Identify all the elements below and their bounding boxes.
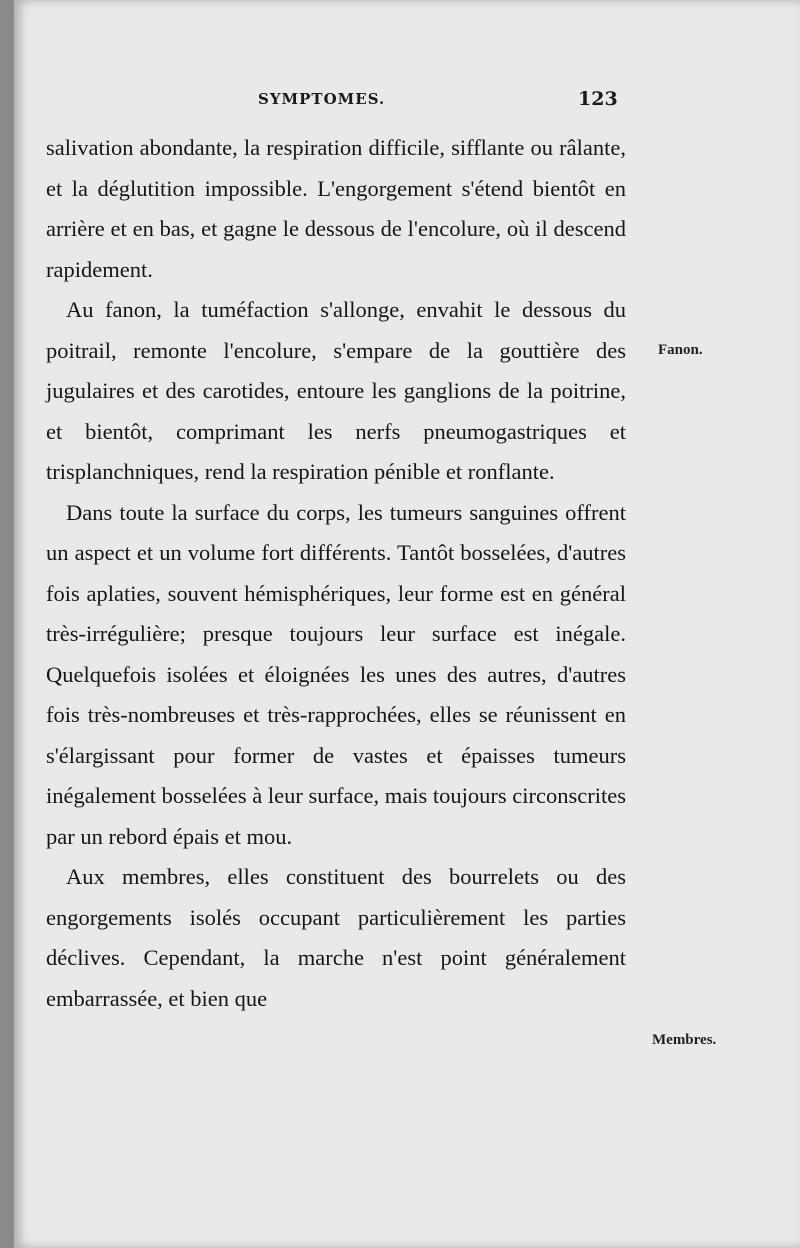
book-page: [14, 0, 800, 1248]
margin-note-membres: Membres.: [652, 1032, 717, 1048]
page-number: 123: [578, 88, 618, 110]
body-text: [46, 128, 626, 1019]
paragraph-continuation: salivation abondante, la respiration difficile, sifflante ou râlante, et la déglutition impossible. L'engorgement s'étend bientôt en arrière et en bas, et gagne le dessous de l'encolure, où il descend rapidement.: [46, 135, 626, 282]
paragraph-membres: Aux membres, elles constituent des bourrelets ou des engorgements isolés occupant particulièrement les parties déclives. Cependant, la marche n'est point généralement embarrassée, et bien que: [46, 864, 626, 1011]
paragraph-surface: Dans toute la surface du corps, les tumeurs sanguines offrent un aspect et un volume fort différents. Tantôt bosselées, d'autres fois aplaties, souvent hémisphériques, leur forme est en général très-irrégulière; presque toujours leur surface est inégale. Quelquefois isolées et éloignées les unes des autres, d'autres fois très-nombreuses et très-rapprochées, elles se réunissent en s'élargissant pour former de vastes et épaisses tumeurs inégalement bosselées à leur surface, mais toujours circonscrites par un rebord épais et mou.: [46, 499, 626, 849]
margin-note-fanon: Fanon.: [658, 342, 703, 358]
paragraph-fanon: Au fanon, la tuméfaction s'allonge, envahit le dessous du poitrail, remonte l'encolure, s'empare de la gouttière des jugulaires et des carotides, entoure les ganglions de la poitrine, et bientôt, comprimant les nerfs pneumogastriques et trisplanchniques, rend la respiration pénible et ronflante.: [46, 297, 626, 484]
page-header: [14, 88, 800, 118]
running-title: SYMPTOMES.: [258, 90, 386, 108]
